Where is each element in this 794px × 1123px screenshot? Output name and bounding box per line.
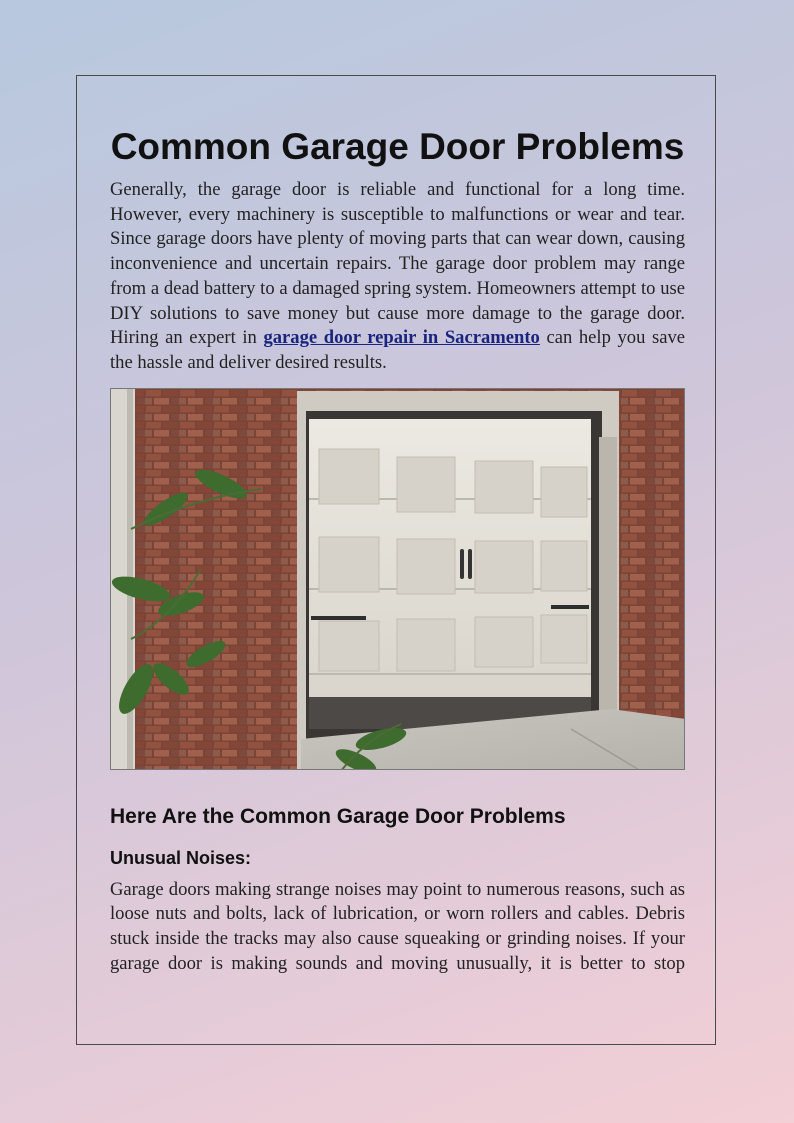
intro-text-after: can help you save the hassle and deliver desired results. <box>110 327 686 373</box>
garage-door-photo <box>110 388 685 770</box>
page-frame <box>76 75 716 1045</box>
noises-paragraph: Garage doors making strange noises may point to numerous reasons, such as loose nuts and bolts, lack of lubrication, or worn rollers and cables. Debris stuck inside the tracks may also cause squeaking or grinding noises. If your garage door is making sounds and moving unusually, it is better to stop <box>110 878 685 974</box>
article <box>110 126 685 976</box>
sacramento-repair-link[interactable]: garage door repair in Sacramento <box>263 327 540 349</box>
subheading-unusual-noises: Unusual Noises: <box>110 847 252 868</box>
page-title: Common Garage Door Problems <box>110 126 685 167</box>
section-heading: Here Are the Common Garage Door Problems <box>110 804 566 828</box>
intro-text-before: Generally, the garage door is reliable and functional for a long time. However, every machinery is susceptible to malfunctions or wear and tear. Since garage doors have plenty of moving parts that can wear down, causing inconvenience and uncertain repairs. The garage door problem may range from a dead battery to a damaged spring system. Homeowners attempt to use DIY solutions to save money but cause more damage to the garage door. Hiring an expert in <box>110 179 685 349</box>
intro-paragraph <box>110 178 685 376</box>
